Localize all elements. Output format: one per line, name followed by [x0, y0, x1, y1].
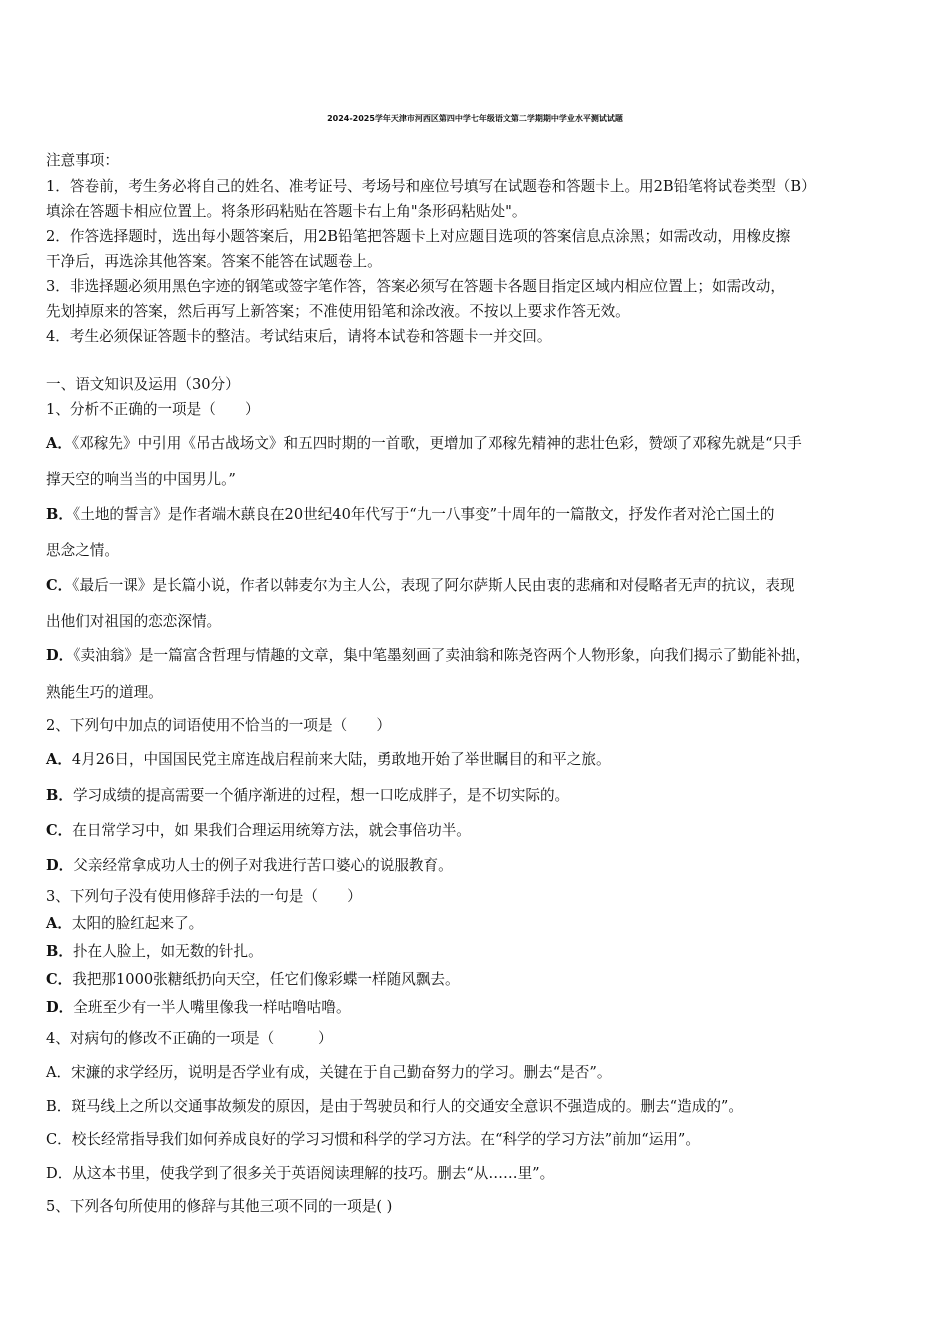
notice-line: 1．答卷前，考生务必将自己的姓名、准考证号、考场号和座位号填写在试题卷和答题卡上。用2B铅笔将试卷类型（B） — [46, 178, 816, 195]
question-4-option-b: B．斑马线上之所以交通事故频发的原因，是由于驾驶员和行人的交通安全意识不强造成的。删去“造成的”。 — [46, 1098, 743, 1115]
question-1-option-d-cont: 熟能生巧的道理。 — [46, 684, 163, 701]
option-text: 《土地的誓言》是作者端木蕻良在20世纪40年代写于“九一八事变”十周年的一篇散文，抒发作者对沦亡国土的 — [72, 506, 775, 523]
question-2-option-c — [46, 821, 471, 841]
question-4-option-d: D．从这本书里，使我学到了很多关于英语阅读理解的技巧。删去“从……里”。 — [46, 1165, 555, 1182]
option-label: D． — [46, 857, 74, 874]
notice-line: 3．非选择题必须用黑色字迹的钢笔或签字笔作答，答案必须写在答题卡各题目指定区域内相应位置上；如需改动， — [46, 278, 785, 295]
option-label: A． — [46, 915, 72, 932]
notice-line: 2．作答选择题时，选出每小题答案后，用2B铅笔把答题卡上对应题目选项的答案信息点涂黑；如需改动，用橡皮擦 — [46, 228, 791, 245]
notice-line: 填涂在答题卡相应位置上。将条形码粘贴在答题卡右上角"条形码粘贴处"。 — [46, 203, 527, 220]
question-1-stem: 1、分析不正确的一项是（ ） — [46, 401, 260, 418]
question-1-option-c — [46, 576, 795, 596]
question-1-option-a — [46, 434, 802, 454]
option-label: A． — [46, 751, 72, 768]
option-label: B． — [46, 506, 73, 523]
option-text: 父亲经常拿成功人士的例子对我进行苦口婆心的说服教育。 — [73, 857, 453, 874]
option-label: B． — [46, 943, 73, 960]
option-text: 《卖油翁》是一篇富含哲理与情趣的文章，集中笔墨刻画了卖油翁和陈尧咨两个人物形象，向我们揭示了勤能补拙， — [73, 647, 811, 664]
question-1-option-d — [46, 646, 810, 666]
option-text: 全班至少有一半人嘴里像我一样咕噜咕噜。 — [73, 999, 351, 1016]
option-text: 扑在人脸上，如无数的针扎。 — [72, 943, 263, 960]
question-3-option-b — [46, 942, 263, 962]
notice-line: 先划掉原来的答案，然后再写上新答案；不准使用铅笔和涂改液。不按以上要求作答无效。 — [46, 303, 630, 320]
question-3-option-c — [46, 970, 460, 990]
option-text: 《邓稼先》中引用《吊古战场文》和五四时期的一首歌，更增加了邓稼先精神的悲壮色彩，赞颂了邓稼先就是“只手 — [71, 435, 802, 452]
question-1-option-b-cont: 思念之情。 — [46, 542, 119, 559]
option-text: 在日常学习中，如 果我们合理运用统筹方法，就会事倍功半。 — [72, 822, 471, 839]
notice-heading: 注意事项： — [46, 152, 119, 169]
question-2-option-d — [46, 856, 453, 876]
option-text: 我把那1000张糖纸扔向天空，任它们像彩蝶一样随风飘去。 — [72, 971, 460, 988]
question-2-stem: 2、下列句中加点的词语使用不恰当的一项是（ ） — [46, 717, 391, 734]
question-1-option-b — [46, 505, 774, 525]
notice-line: 4．考生必须保证答题卡的整洁。考试结束后，请将本试卷和答题卡一并交回。 — [46, 328, 552, 345]
question-5-stem: 5、下列各句所使用的修辞与其他三项不同的一项是( ) — [46, 1198, 393, 1215]
option-label: A． — [46, 435, 72, 452]
question-4-option-c: C．校长经常指导我们如何养成良好的学习习惯和科学的学习方法。在“科学的学习方法”前加“运用”。 — [46, 1131, 700, 1148]
section-heading: 一、语文知识及运用（30分） — [46, 376, 240, 393]
page-title: 2024-2025学年天津市河西区第四中学七年级语文第二学期期中学业水平测试试题 — [327, 114, 623, 123]
question-4-stem: 4、对病句的修改不正确的一项是（ ） — [46, 1030, 333, 1047]
question-3-option-a — [46, 914, 203, 934]
option-label: B． — [46, 787, 73, 804]
question-4-option-a: A．宋濂的求学经历，说明是否学业有成，关键在于自己勤奋努力的学习。删去“是否”。 — [46, 1064, 612, 1081]
option-text: 《最后一课》是长篇小说，作者以韩麦尔为主人公，表现了阿尔萨斯人民由衷的悲痛和对侵略者无声的抗议，表现 — [72, 577, 795, 594]
option-text: 4月26日，中国国民党主席连战启程前来大陆，勇敢地开始了举世瞩目的和平之旅。 — [71, 751, 611, 768]
option-label: C． — [46, 577, 73, 594]
option-text: 太阳的脸红起来了。 — [71, 915, 204, 932]
question-2-option-b — [46, 786, 569, 806]
question-1-option-c-cont: 出他们对祖国的恋恋深情。 — [46, 613, 222, 630]
option-label: D． — [46, 647, 74, 664]
option-label: C． — [46, 971, 73, 988]
question-1-option-a-cont: 撑天空的响当当的中国男儿。” — [46, 471, 236, 488]
option-label: D． — [46, 999, 74, 1016]
option-label: C． — [46, 822, 73, 839]
question-2-option-a — [46, 750, 611, 770]
question-3-stem: 3、下列句子没有使用修辞手法的一句是（ ） — [46, 888, 362, 905]
notice-line: 干净后，再选涂其他答案。答案不能答在试题卷上。 — [46, 253, 382, 270]
question-3-option-d — [46, 998, 351, 1018]
option-text: 学习成绩的提高需要一个循序渐进的过程，想一口吃成胖子，是不切实际的。 — [72, 787, 570, 804]
